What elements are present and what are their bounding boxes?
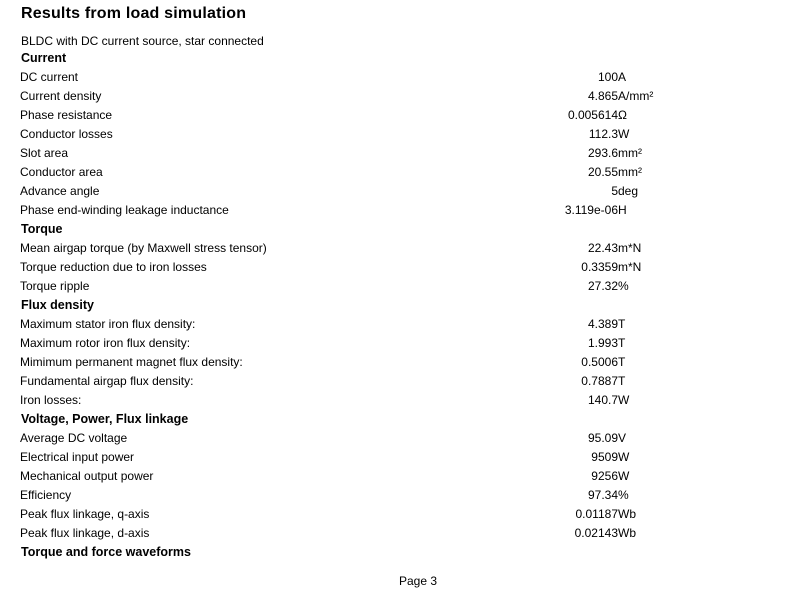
section-heading: Flux density [21, 298, 94, 312]
result-value-number: 22.43 [587, 241, 618, 255]
result-value-number: 1.993 [587, 336, 618, 350]
result-value [450, 467, 629, 486]
result-value [450, 486, 629, 505]
result-row [0, 163, 792, 182]
result-value [450, 163, 642, 182]
result-value [450, 87, 653, 106]
result-row [0, 334, 792, 353]
result-value [450, 68, 626, 87]
result-value-number: 0.3359 [581, 260, 618, 274]
result-row [0, 144, 792, 163]
result-row [0, 87, 792, 106]
result-row [0, 106, 792, 125]
result-row [0, 524, 792, 543]
result-label: Current density [20, 89, 102, 103]
result-value [450, 524, 636, 543]
result-value-unit: mm² [618, 146, 642, 160]
result-value-unit: % [618, 279, 629, 293]
result-value-number: 293.6 [587, 146, 618, 160]
result-value-unit: Wb [618, 507, 636, 521]
result-value-unit: V [618, 431, 627, 445]
page-subtitle: BLDC with DC current source, star connected [21, 34, 264, 48]
section-heading: Voltage, Power, Flux linkage [21, 412, 189, 426]
result-value-number: 97.34 [587, 488, 618, 502]
result-value-number: 20.55 [587, 165, 618, 179]
result-value-unit: A/mm² [618, 89, 654, 103]
result-value-number: 27.32 [587, 279, 618, 293]
result-value [450, 125, 629, 144]
result-value-unit: m*N [618, 260, 642, 274]
result-value [450, 144, 642, 163]
result-value-unit: H [618, 203, 627, 217]
result-label: Phase end-winding leakage inductance [20, 203, 229, 217]
result-value [450, 277, 629, 296]
result-row [0, 239, 792, 258]
result-value [450, 372, 625, 391]
result-row [0, 68, 792, 87]
result-label: Maximum rotor iron flux density: [20, 336, 191, 350]
result-value-number: 3.119e-06 [564, 203, 618, 217]
result-row [0, 201, 792, 220]
result-row [0, 353, 792, 372]
result-row [0, 258, 792, 277]
result-value [450, 353, 625, 372]
result-label: DC current [20, 70, 79, 84]
result-row [0, 486, 792, 505]
page-number: Page 3 [398, 574, 438, 588]
result-label: Iron losses: [20, 393, 82, 407]
results-list [0, 49, 792, 562]
result-label: Slot area [20, 146, 69, 160]
result-label: Mechanical output power [20, 469, 154, 483]
result-value-unit: mm² [618, 165, 642, 179]
result-value [450, 334, 625, 353]
result-value-number: 0.02143 [574, 526, 618, 540]
result-value-number: 140.7 [587, 393, 618, 407]
result-label: Torque ripple [20, 279, 90, 293]
result-value-number: 9509 [591, 450, 618, 464]
result-value [450, 505, 636, 524]
result-value-number: 0.01187 [575, 507, 618, 521]
result-value-number: 4.865 [587, 89, 618, 103]
result-value [450, 258, 641, 277]
result-row [0, 467, 792, 486]
result-value-unit: m*N [618, 241, 642, 255]
result-label: Maximum stator iron flux density: [20, 317, 196, 331]
result-label: Mean airgap torque (by Maxwell stress tensor) [20, 241, 267, 255]
result-value-number: 100 [597, 70, 618, 84]
result-label: Conductor losses [20, 127, 113, 141]
result-row [0, 448, 792, 467]
result-label: Peak flux linkage, d-axis [20, 526, 150, 540]
result-value-unit: W [618, 393, 630, 407]
result-value-number: 0.7887 [581, 374, 618, 388]
result-label: Phase resistance [20, 108, 113, 122]
result-value-unit: deg [618, 184, 639, 198]
result-row [0, 391, 792, 410]
result-value-unit: Ω [618, 108, 627, 122]
result-value-unit: W [618, 127, 630, 141]
result-label: Average DC voltage [20, 431, 128, 445]
result-value [450, 239, 641, 258]
result-label: Electrical input power [20, 450, 135, 464]
result-value-number: 112.3 [588, 127, 618, 141]
result-row [0, 429, 792, 448]
result-value-unit: % [618, 488, 629, 502]
result-value [450, 429, 626, 448]
result-value-unit: W [618, 469, 630, 483]
result-value-number: 5 [611, 184, 618, 198]
section-heading: Torque [21, 222, 63, 236]
result-value-number: 9256 [591, 469, 618, 483]
result-label: Torque reduction due to iron losses [20, 260, 207, 274]
result-label: Conductor area [20, 165, 103, 179]
result-value-unit: T [618, 355, 626, 369]
result-label: Efficiency [20, 488, 72, 502]
result-value [450, 448, 629, 467]
result-value-number: 4.389 [587, 317, 618, 331]
section-heading: Current [21, 51, 67, 65]
result-value [450, 391, 629, 410]
result-value [450, 201, 627, 220]
result-row [0, 372, 792, 391]
result-value-unit: T [618, 317, 626, 331]
result-value [450, 182, 638, 201]
result-value-unit: A [618, 70, 627, 84]
result-label: Peak flux linkage, q-axis [20, 507, 150, 521]
result-row [0, 125, 792, 144]
result-label: Mimimum permanent magnet flux density: [20, 355, 243, 369]
section-heading: Torque and force waveforms [21, 545, 191, 559]
result-value-number: 0.5006 [581, 355, 618, 369]
page-title: Results from load simulation [21, 5, 247, 22]
result-row [0, 277, 792, 296]
result-value [450, 106, 627, 125]
result-row [0, 182, 792, 201]
result-label: Fundamental airgap flux density: [20, 374, 194, 388]
result-value [450, 315, 625, 334]
result-value-unit: T [618, 374, 626, 388]
result-value-unit: T [618, 336, 626, 350]
result-value-unit: Wb [618, 526, 636, 540]
result-value-unit: W [618, 450, 630, 464]
result-value-number: 0.005614 [567, 108, 618, 122]
result-row [0, 505, 792, 524]
result-row [0, 315, 792, 334]
result-label: Advance angle [20, 184, 100, 198]
result-value-number: 95.09 [587, 431, 618, 445]
